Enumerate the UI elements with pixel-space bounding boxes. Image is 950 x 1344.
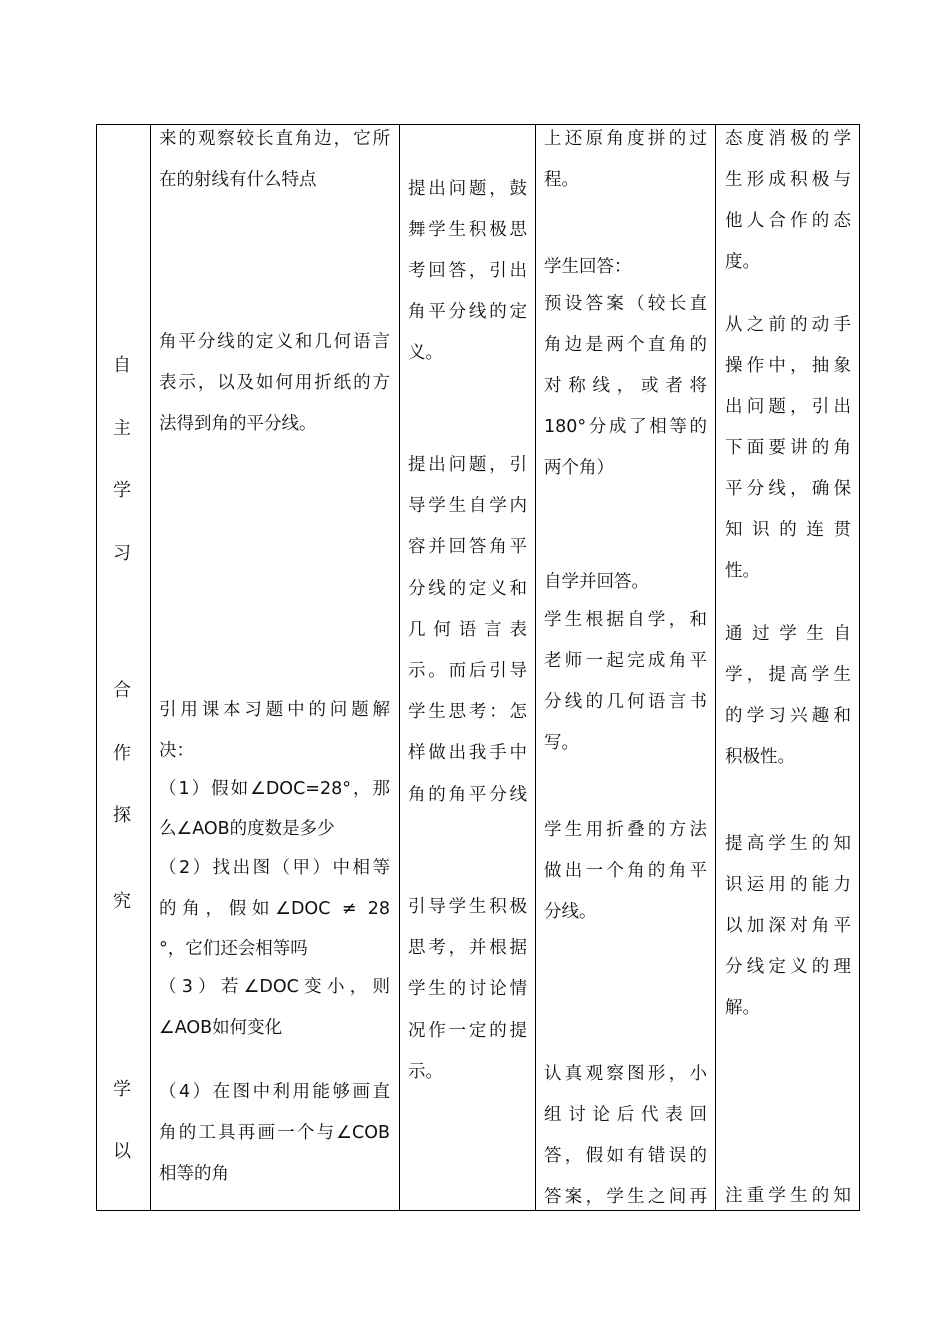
intent-line: 知识的连贯 (725, 520, 851, 540)
intent-line: 解。 (725, 998, 760, 1018)
intent-line: 平分线，确保 (725, 479, 851, 499)
intent-line: 注重学生的知 (725, 1186, 851, 1206)
intent-line: 识运用的能力 (725, 875, 851, 895)
content-line: ∠AOB如何变化 (159, 1018, 283, 1038)
student-line: 上还原角度拼的过 (544, 129, 707, 149)
content-line: 角平分线的定义和几何语言 (159, 332, 390, 352)
column-divider (715, 125, 716, 1210)
lesson-plan-table (96, 124, 860, 1211)
intent-line: 的学习兴趣和 (725, 706, 851, 726)
column-divider (535, 125, 536, 1210)
student-line: 答，假如有错误的 (544, 1146, 707, 1166)
content-line: 么∠AOB的度数是多少 (159, 819, 335, 839)
student-line: 组讨论后代表回 (544, 1105, 707, 1125)
teacher-line: 提出问题，引 (408, 455, 527, 475)
column-divider (150, 125, 151, 1210)
content-line: 的角，假如∠DOC ≠ 28 (159, 899, 390, 919)
content-line: （2）找出图（甲）中相等 (159, 858, 390, 878)
student-line: 认真观察图形，小 (544, 1064, 707, 1084)
student-line: 学生用折叠的方法 (544, 820, 707, 840)
content-line: （1）假如∠DOC=28°，那 (159, 779, 390, 799)
intent-line: 操作中，抽象 (725, 356, 851, 376)
student-line: 老师一起完成角平 (544, 651, 707, 671)
teacher-line: 样做出我手中 (408, 743, 527, 763)
intent-line: 性。 (725, 561, 760, 581)
section-label-char: 探 (113, 805, 131, 826)
teacher-line: 思考，并根据 (408, 938, 527, 958)
student-line: 学生根据自学，和 (544, 610, 707, 630)
teacher-line: 几何语言表 (408, 620, 527, 640)
student-line: 预设答案（较长直 (544, 294, 707, 314)
teacher-line: 况作一定的提 (408, 1021, 527, 1041)
intent-line: 学，提高学生 (725, 665, 851, 685)
intent-line: 态度消极的学 (725, 129, 851, 149)
student-line: 写。 (544, 733, 579, 753)
student-line: 对称线，或者将 (544, 376, 707, 396)
student-line: 两个角） (544, 458, 614, 478)
content-line: 来的观察较长直角边，它所 (159, 129, 390, 149)
content-line: 法得到角的平分线。 (159, 414, 317, 434)
intent-line: 分线定义的理 (725, 957, 851, 977)
section-label-char: 自 (113, 355, 131, 376)
section-label-char: 学 (113, 1079, 131, 1100)
student-line: 学生回答： (544, 257, 632, 277)
content-line: 决： (159, 741, 194, 761)
teacher-line: 角平分线的定 (408, 302, 527, 322)
intent-line: 生形成积极与 (725, 170, 851, 190)
content-line: 表示，以及如何用折纸的方 (159, 373, 390, 393)
teacher-line: 舞学生积极思 (408, 220, 527, 240)
content-line: °，它们还会相等吗 (159, 939, 308, 959)
teacher-line: 分线的定义和 (408, 579, 527, 599)
intent-line: 通过学生自 (725, 624, 851, 644)
column-divider (399, 125, 400, 1210)
content-line: （4）在图中利用能够画直 (159, 1082, 390, 1102)
intent-line: 他人合作的态 (725, 211, 851, 231)
student-line: 答案，学生之间再 (544, 1187, 707, 1207)
student-line: 180°分成了相等的 (544, 417, 707, 437)
intent-line: 下面要讲的角 (725, 438, 851, 458)
student-line: 分线的几何语言书 (544, 692, 707, 712)
teacher-line: 容并回答角平 (408, 537, 527, 557)
student-line: 程。 (544, 170, 579, 190)
intent-line: 提高学生的知 (725, 834, 851, 854)
section-label-char: 以 (113, 1141, 131, 1162)
section-label-char: 学 (113, 480, 131, 501)
student-line: 做出一个角的角平 (544, 861, 707, 881)
section-label-char: 合 (113, 680, 131, 701)
teacher-line: 示。而后引导 (408, 661, 527, 681)
teacher-line: 引导学生积极 (408, 897, 527, 917)
teacher-line: 导学生自学内 (408, 496, 527, 516)
teacher-line: 示。 (408, 1062, 443, 1082)
intent-line: 以加深对角平 (725, 916, 851, 936)
teacher-line: 考回答，引出 (408, 261, 527, 281)
student-line: 自学并回答。 (544, 572, 649, 592)
intent-line: 积极性。 (725, 747, 795, 767)
teacher-line: 学生的讨论情 (408, 979, 527, 999)
section-label-char: 习 (113, 543, 131, 564)
intent-line: 从之前的动手 (725, 315, 851, 335)
teacher-line: 角的角平分线 (408, 785, 527, 805)
teacher-line: 义。 (408, 343, 443, 363)
section-label-char: 主 (113, 418, 131, 439)
content-line: （3）若∠DOC变小，则 (159, 977, 390, 997)
content-line: 角的工具再画一个与∠COB (159, 1123, 390, 1143)
student-line: 分线。 (544, 902, 597, 922)
content-line: 相等的角 (159, 1164, 229, 1184)
section-label-char: 作 (113, 743, 131, 764)
teacher-line: 学生思考：怎 (408, 702, 527, 722)
teacher-line: 提出问题，鼓 (408, 179, 527, 199)
content-line: 在的射线有什么特点 (159, 170, 317, 190)
section-label-char: 究 (113, 891, 131, 912)
intent-line: 出问题，引出 (725, 397, 851, 417)
content-line: 引用课本习题中的问题解 (159, 700, 390, 720)
student-line: 角边是两个直角的 (544, 335, 707, 355)
intent-line: 度。 (725, 252, 760, 272)
